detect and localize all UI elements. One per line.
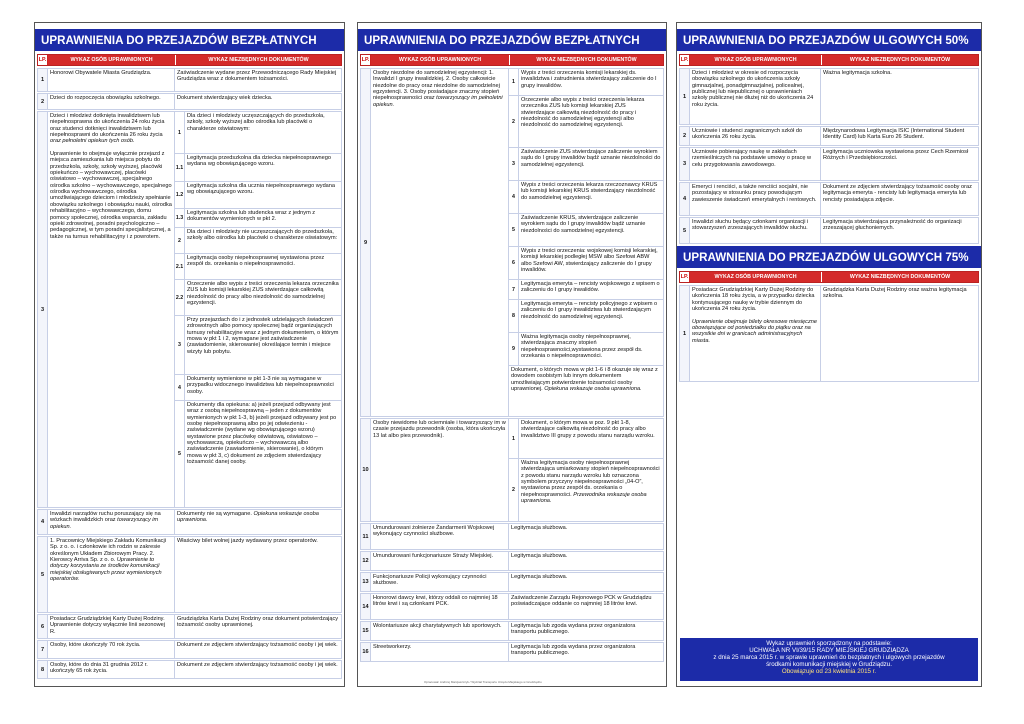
persons-cell: Osoby niewidome lub ociemniałe i towarzyszący im w czasie przejazdu przewodnik (osoba, która ukończyła 13 lat albo pies przewodnik).: [371, 419, 509, 521]
table-row: [37, 640, 342, 659]
sub-number: 8: [509, 300, 519, 332]
sub-row: [509, 148, 663, 181]
info-line: środkami komunikacji miejskiej w Grudziądzu.: [766, 661, 892, 668]
persons-cell: Honorowi dawcy krwi, którzy oddali co najmniej 18 litrów krwi i są członkami PCK.: [371, 594, 509, 619]
persons-cell: Streetworkerzy.: [371, 643, 509, 661]
persons-text: 1. Pracownicy Miejskiego Zakładu Komunikacji Sp. z o. o. i członkowie ich rodzin w zakresie określonym Układem Zbiorowym Pracy. 2. Kierowcy Arriva Sp. z o. o.: [50, 538, 166, 564]
sub-number: 5: [509, 214, 519, 246]
table-row: [679, 182, 979, 216]
sub-text: Przy przejazdach do i z jednostek udzielających świadczeń zdrowotnych albo pomocy społecznej bądź organizujących turnusy rehabilitacyjne wraz z jednym dokumentem, o którym mowa w pkt 1 i 2, wymagane jest zaświadczenie (zawiadomienie, skierowanie) określające termin i miejsce wizyty lub pobytu.: [187, 317, 339, 355]
reduced-rides-table: [676, 22, 982, 687]
documents-cell: Dokument stwierdzający wiek dziecka.: [177, 95, 273, 101]
persons-cell: Wolontariusze akcji charytatywnych lub sportowych.: [371, 622, 509, 640]
persons-note: oraz towarzyszący im pełnoletni opiekun.: [373, 95, 503, 108]
table-row: [360, 572, 664, 592]
row-number: 1: [680, 286, 690, 381]
documents-subtable: [175, 112, 341, 507]
table-header: [37, 54, 342, 66]
documents-cell: [175, 510, 341, 534]
row-number: 2: [38, 94, 48, 109]
lp-header: LP.: [38, 57, 47, 63]
documents-note: Opiekuna wskazuje osoba uprawniona.: [177, 511, 319, 524]
row-number: 14: [361, 594, 371, 619]
row-number: 6: [38, 615, 48, 638]
lp-header: LP.: [361, 57, 370, 63]
sub-text: Dla dzieci i młodzieży nie uczęszczających do przedszkola, szkoły albo ośrodka lub placówki o charakterze oświatowym:: [187, 229, 338, 242]
sub-text: Orzeczenie albo wypis z treści orzeczenia lekarza orzecznika ZUS lub komisji lekarskiej ZUS stwierdzające całkowitą niezdolność do pracy albo niezdolność do samodzielnej egzystencji.: [187, 281, 339, 307]
sub-row: [509, 333, 663, 366]
sub-number: 1: [175, 112, 185, 153]
sub-row: [509, 280, 663, 300]
table-header: [360, 54, 664, 66]
persons-header: WYKAZ OSÓB UPRAWNIONYCH: [371, 55, 510, 65]
sub-number: 1.1: [175, 154, 185, 181]
table-row: [37, 68, 342, 92]
sub-text: Legitymacja szkolna lub studencka wraz z jednym z dokumentów wymienionych w pkt 2.: [187, 210, 316, 223]
sub-row: [509, 247, 663, 280]
note-text: Dokument, o których mowa w pkt 1-6 i 8 okazuje się wraz z dowodem osobistym lub innym dokumentem umożliwiającym potwierdzenie tożsamości osoby uprawnionej.: [511, 367, 658, 393]
sub-text: Dokument, o którym mowa w poz. 9 pkt 1-8, stwierdzające całkowitą niezdolność do pracy albo inwalidztwo III grupy z powodu stanu narządu wzroku.: [521, 420, 655, 439]
sub-number: 4: [175, 375, 185, 400]
sub-row: [509, 300, 663, 333]
free-rides-table-1: [34, 22, 345, 687]
row-number: 2: [680, 127, 690, 145]
documents-cell: Legitymacja służbowa.: [511, 525, 568, 531]
documents-cell: Międzynarodowa Legitymacja ISIC (International Student Identity Card) lub Karta Euro 26 Student.: [823, 128, 965, 141]
sub-row: [509, 459, 663, 521]
table-row: [679, 285, 979, 382]
lp-header: LP.: [680, 57, 689, 63]
sub-row: [509, 69, 663, 96]
persons-cell: [48, 537, 175, 612]
table-row: [360, 642, 664, 662]
row-number: 16: [361, 643, 371, 661]
documents-cell: Legitymacja służbowa.: [511, 553, 568, 559]
sub-note: Przewodnika wskazuje osoba uprawniona.: [521, 491, 647, 505]
persons-cell: Dzieci do rozpoczęcia obowiązku szkolnego.: [48, 94, 175, 109]
persons-note: towarzyszący im opiekun.: [50, 517, 159, 530]
table-row: [37, 536, 342, 613]
sub-text: Zaświadczenie KRUS, stwierdzające zaliczenie wyrokiem sądu do I grupy inwalidów bądź uznanie niezdolności do samodzielnej egzystencji.: [521, 215, 646, 234]
persons-text: Dzieci i młodzież dotknięta inwalidztwem lub niepełnosprawna do ukończenia 24 roku życia oraz studenci dotknięci inwalidztwem lub niepełnosprawni do ukończenia 26 roku życia: [50, 113, 165, 139]
row-number: 5: [38, 537, 48, 612]
persons-cell: [690, 286, 821, 381]
documents-cell: Dokument ze zdjęciem stwierdzający tożsamość osoby oraz legitymacja emeryta - rencisty lub legitymacja emeryta lub rencisty posiadająca zdjęcie.: [823, 184, 972, 203]
documents-header: WYKAZ NIEZBĘDNYCH DOKUMENTÓW: [510, 55, 663, 65]
sub-row: [175, 209, 341, 228]
persons-cell: [48, 510, 175, 534]
sub-text: Legitymacja osoby niepełnosprawnej wystawiona przez zespół ds. orzekania o niepełnosprawności.: [187, 255, 325, 268]
note-italic: Opiekuna wskazuje osoba uprawniona.: [544, 386, 642, 393]
sub-text: Zaświadczenie ZUS stwierdzające zaliczenie wyrokiem sądu do I grupy inwalidów bądź uznanie niezdolności do samodzielnej egzystencji.: [521, 149, 661, 168]
table-row: [679, 217, 979, 244]
row-number: 5: [680, 218, 690, 243]
sub-row: [175, 182, 341, 209]
sub-row: [509, 181, 663, 214]
documents-subtable: [509, 69, 663, 416]
table-row: [360, 68, 664, 417]
section-title: UPRAWNIENIA DO PRZEJAZDÓW BEZPŁATNYCH: [35, 29, 344, 51]
sub-number: 1: [509, 419, 519, 458]
table-row: [37, 660, 342, 679]
section-title-50: UPRAWNIENIA DO PRZEJAZDÓW ULGOWYCH 50%: [677, 29, 981, 51]
sub-text: Legitymacja emeryta – rencisty policyjnego z wpisem o zaliczeniu do I grupy inwalidztwa lub stwierdzającym niezdolność do samodzielnej egzystencji.: [521, 301, 658, 320]
documents-subtable: [509, 419, 663, 521]
documents-cell: Legitymacja stwierdzająca przynależność do organizacji zrzeszającej głuchoniemych.: [823, 219, 962, 232]
persons-scope: Uprawnienie to obejmuje wyłącznie przejazd z miejsca zamieszkania lub miejsca pobytu do przedszkola, szkoły, szkoły wyższej, placówki opiekuńczo – wychowawczej, placówki oświatowo – wychowawczej, specjalnego ośrodka szkolno – wychowawczego, specjalnego ośrodka wychowawczego, ośrodka umożliwiającego dzieciom i młodzieży spełnianie obowiązku szkolnego i obowiązku nauki, ośrodka rehabilitacyjno – wychowawczego, domu pomocy społecznej, ośrodka wsparcia, zakładu opieki zdrowotnej, poradni psychologiczno – pedagogicznej, w tym poradni specjalistycznej, a także na turnus rehabilitacyjny i z powrotem.: [50, 151, 172, 240]
sub-text: Dla dzieci i młodzieży uczęszczających do przedszkola, szkoły, szkoły wyższej albo ośrodka lub placówki o charakterze oświatowym:: [187, 113, 325, 132]
table-row: [360, 621, 664, 641]
table-row: [679, 147, 979, 181]
section-title-75: UPRAWNIENIA DO PRZEJAZDÓW ULGOWYCH 75%: [677, 246, 981, 268]
sub-text: Legitymacja szkolna dla ucznia niepełnosprawnego wydana wg obowiązującego wzoru.: [187, 183, 336, 196]
documents-cell: Legitymacja uczniowska wystawiona przez Cech Rzemiosł Różnych i Przedsiębiorczości.: [823, 149, 969, 162]
documents-header: WYKAZ NIEZBĘDNYCH DOKUMENTÓW: [822, 272, 978, 282]
persons-cell: Umundurowani funkcjonariusze Straży Miejskiej.: [371, 552, 509, 570]
free-rides-table-2: [357, 22, 667, 687]
sub-number: 5: [175, 401, 185, 507]
info-line: UCHWAŁA NR VI/39/15 RADY MIEJSKIEJ GRUDZIĄDZA: [749, 647, 909, 654]
documents-cell: Dokument ze zdjęciem stwierdzający tożsamość osoby i jej wiek.: [177, 662, 338, 668]
sub-text: Ważna legitymacja osoby niepełnosprawnej stwierdzająca umiarkowany stopień niepełnosprawności z powodu stanu narządu wzroku lub oznaczona symbolem przyczyny niepełnosprawności „04-O”, wystawiona przez zespół ds. orzekania o niepełnosprawności.: [521, 460, 660, 498]
sub-row: [509, 214, 663, 247]
persons-cell: Uczniowie i studenci zagranicznych szkół do ukończenia 26 roku życia.: [690, 127, 821, 145]
persons-cell: Honorowi Obywatele Miasta Grudziądza.: [48, 69, 175, 91]
row-number: 12: [361, 552, 371, 570]
sub-row: [509, 366, 663, 416]
documents-cell: Dokument ze zdjęciem stwierdzający tożsamość osoby i jej wiek.: [177, 642, 338, 648]
sub-number: 1: [509, 69, 519, 95]
sub-text: Orzeczenie albo wypis z treści orzeczenia lekarza orzecznika ZUS lub komisji lekarskiej ZUS stwierdzające całkowitą niezdolność do pracy i niezdolność do samodzielnej egzystencji albo niezdolność do samodzielnej egzystencji.: [521, 97, 645, 129]
documents-header: WYKAZ NIEZBĘDNYCH DOKUMENTÓW: [822, 55, 978, 65]
row-number: 4: [680, 183, 690, 215]
sub-row: [175, 228, 341, 254]
persons-cell: Emeryci i renciści, a także renciści socjalni, nie pozostający w stosunku pracy powodującym zawieszenie świadczeń emerytalnych i rentowych.: [690, 183, 821, 215]
sub-number: 2: [509, 96, 519, 147]
persons-note: Uprawnienie obejmuje bilety okresowe miesięczne obowiązujące od poniedziałku do piątku oraz na wszystkie dni w granicach administracyjnych miasta.: [692, 318, 817, 344]
persons-header: WYKAZ OSÓB UPRAWNIONYCH: [690, 55, 822, 65]
table-row: [679, 68, 979, 125]
sub-text: Ważna legitymacja osoby niepełnosprawnej, stwierdzająca znaczny stopień niepełnosprawności,wystawiona przez zespół ds. orzekania o niepełnosprawności.: [521, 334, 643, 360]
row-number: 3: [38, 112, 48, 507]
documents-cell: Ważna legitymacja szkolna.: [823, 70, 892, 76]
documents-cell: Grudziądzka Karta Dużej Rodziny oraz dokument potwierdzający tożsamość osoby uprawnionej.: [177, 616, 339, 629]
info-line: z dnia 25 marca 2015 r. w sprawie uprawnień do bezpłatnych i ulgowych przejazdów: [713, 654, 945, 661]
table-row: [37, 93, 342, 110]
sub-text: Legitymacja przedszkolna dla dziecka niepełnosprawnego wydana wg obowiązującego wzoru.: [187, 155, 331, 168]
row-number: 15: [361, 622, 371, 640]
sub-number: 2: [175, 228, 185, 253]
persons-header: WYKAZ OSÓB UPRAWNIONYCH: [48, 55, 176, 65]
table-row: [37, 614, 342, 639]
sub-row: [509, 96, 663, 148]
sub-number: 1.3: [175, 209, 185, 227]
persons-cell: Posiadacz Grudziądzkiej Karty Dużej Rodziny. Uprawnienie dotyczy wyłącznie linii sezonowej R.: [48, 615, 175, 638]
sub-text: Wypis z treści orzeczenia komisji lekarskiej ds. inwalidztwa i zatrudnienia stwierdzający zaliczenie do I grupy inwalidów.: [521, 70, 657, 89]
row-number: 10: [361, 419, 371, 521]
table-row: [37, 509, 342, 535]
effective-date: Obowiązuje od 23 kwietnia 2015 r.: [781, 668, 877, 675]
persons-cell: Umundurowani żołnierze Żandarmerii Wojskowej wykonujący czynności służbowe.: [371, 524, 509, 549]
documents-note: [509, 366, 663, 416]
persons-text: Posiadacz Grudziądzkiej Karty Dużej Rodziny do ukończenia 18 roku życia, a w przypadku dziecka kontynuującego naukę w trybie dziennym do ukończenia 24 roku życia.: [692, 287, 815, 313]
row-number: 13: [361, 573, 371, 591]
sub-row: [175, 280, 341, 316]
persons-cell: [48, 112, 175, 507]
documents-cell: Zaświadczenie Zarządu Rejonowego PCK w Grudziądzu poświadczające oddanie co najmniej 18 litrów krwi.: [511, 595, 652, 608]
sub-number: 2: [509, 459, 519, 521]
row-number: 7: [38, 641, 48, 658]
sub-text: Dokumenty wymienione w pkt 1-3 nie są wymagane w przypadku widocznego inwalidztwa lub niepełnosprawności osoby.: [187, 376, 334, 395]
persons-cell: Funkcjonariusze Policji wykonujący czynności służbowe.: [371, 573, 509, 591]
persons-cell: Dzieci i młodzież w okresie od rozpoczęcia obowiązku szkolnego do ukończenia szkoły gimnazjalnej, ponadgimnazjalnej, policealnej, publicznej lub niepublicznej o uprawnieniach szkoły publicznej nie dłużej niż do ukończenia 24 roku życia.: [690, 69, 821, 124]
sub-text: Wypis z treści orzeczenia: wojskowej komisji lekarskiej, komisji lekarskiej podległej MSW albo Szefowi ABW albo Szefowi AW, stwierdzający zaliczenie do I grupy inwalidów.: [521, 248, 658, 274]
sub-number: 3: [509, 148, 519, 180]
persons-cell: Inwalidzi słuchu będący członkami organizacji i stowarzyszeń zrzeszających inwalidów słuchu.: [690, 218, 821, 243]
row-number: 8: [38, 661, 48, 678]
sub-number: 6: [509, 247, 519, 279]
sub-number: 2.2: [175, 280, 185, 315]
persons-note: oraz pełnoletni opiekun tych osób.: [50, 138, 135, 145]
table-row: [360, 418, 664, 522]
sub-number: 1.2: [175, 182, 185, 208]
section-title: UPRAWNIENIA DO PRZEJAZDÓW BEZPŁATNYCH: [358, 29, 666, 51]
row-number: 3: [680, 148, 690, 180]
persons-note: Uprawnienie to dotyczy korzystania ze środków komunikacji miejskiej obsługiwanych przez wymienionych operatorów.: [50, 557, 162, 583]
table-header: [679, 271, 979, 283]
documents-cell: Legitymacja lub zgoda wydana przez organizatora transportu publicznego.: [511, 644, 636, 657]
sub-row: [175, 112, 341, 154]
documents-text: Dokumenty nie są wymagane.: [177, 511, 252, 517]
sub-row: [175, 316, 341, 375]
row-number: 1: [38, 69, 48, 91]
sub-number: 9: [509, 333, 519, 365]
documents-cell: Zaświadczenie wydane przez Przewodniczącego Rady Miejskiej Grudziądza wraz z dokumentem tożsamości.: [177, 70, 337, 83]
sub-number: 2.1: [175, 254, 185, 279]
documents-header: WYKAZ NIEZBĘDNYCH DOKUMENTÓW: [176, 55, 341, 65]
sub-text: Dokumenty dla opiekuna: a) jeżeli przejazd odbywany jest wraz z osobą niepełnosprawną – jeden z dokumentów wymienionych w pkt 1-3, b) jeżeli przejazd odbywany jest po osobę niepełnosprawną albo po jej odwiezieniu - zaświadczenie (wydane wg obowiązującego wzoru) wystawione przez placówkę oświatową, oświatowo – wychowawczą, opiekuńczo – wychowawczą albo zaświadczenie (zawiadomienie, skierowanie), o którym mowa w pkt 3, c) dokument ze zdjęciem stwierdzający tożsamość danej osoby.: [187, 402, 337, 466]
row-number: 4: [38, 510, 48, 534]
persons-text: Inwalidzi narządów ruchu poruszający się na wózkach inwalidzkich oraz: [50, 511, 161, 524]
sub-row: [175, 375, 341, 401]
table-row: [679, 126, 979, 146]
persons-text: Osoby niezdolne do samodzielnej egzystencji: 1. Inwalidzi I grupy inwalidzkiej. 2. Osoby całkowicie niezdolne do pracy oraz niezdolne do samodzielnej egzystencji. 3. Osoby posiadające znaczny stopień niepełnosprawności: [373, 70, 500, 102]
table-row: [360, 551, 664, 571]
table-header: [679, 54, 979, 66]
lp-header: LP.: [680, 274, 689, 280]
sub-number: 3: [175, 316, 185, 374]
table-row: [360, 523, 664, 550]
sub-row: [509, 419, 663, 459]
sub-text: Legitymacja emeryta – rencisty wojskowego z wpisem o zaliczeniu do I grupy inwalidów.: [521, 281, 660, 294]
table-row: [37, 111, 342, 508]
sub-number: 7: [509, 280, 519, 299]
persons-cell: Uczniowie pobierający naukę w zakładach rzemieślniczych na podstawie umowy o pracę w celu przygotowania zawodowego.: [690, 148, 821, 180]
sub-row: [175, 401, 341, 507]
info-line: Wykaz uprawnień sporządzony na podstawie:: [766, 640, 892, 647]
legal-basis-box: [680, 638, 978, 681]
documents-cell: Właściwy bilet wolnej jazdy wydawany przez operatorów.: [177, 538, 318, 544]
persons-cell: Osoby, które ukończyły 70 rok życia.: [48, 641, 175, 658]
sub-text: Wypis z treści orzeczenia lekarza rzeczoznawcy KRUS lub komisji lekarskiej KRUS stwierdzający niezdolność do samodzielnej egzystencji.: [521, 182, 658, 201]
sub-text-wrap: [519, 459, 663, 521]
row-number: 11: [361, 524, 371, 549]
author-footnote: Opracował: Andrzej Marcjaszczyk / Wydział Transportu Urzędu Miejskiego w Grudziądzu: [424, 680, 542, 684]
persons-cell: Osoby, które do dnia 31 grudnia 2012 r. ukończyły 65 rok życia.: [48, 661, 175, 678]
sub-number: 4: [509, 181, 519, 213]
documents-cell: Grudziądzka Karta Dużej Rodziny oraz ważna legitymacja szkolna.: [823, 287, 967, 300]
sub-row: [175, 154, 341, 182]
persons-header: WYKAZ OSÓB UPRAWNIONYCH: [690, 272, 822, 282]
row-number: 1: [680, 69, 690, 124]
sub-row: [175, 254, 341, 280]
documents-cell: Legitymacja lub zgoda wydana przez organizatora transportu publicznego.: [511, 623, 636, 636]
row-number: 9: [361, 69, 371, 416]
documents-cell: Legitymacja służbowa.: [511, 574, 568, 580]
persons-cell: [371, 69, 509, 416]
table-row: [360, 593, 664, 620]
